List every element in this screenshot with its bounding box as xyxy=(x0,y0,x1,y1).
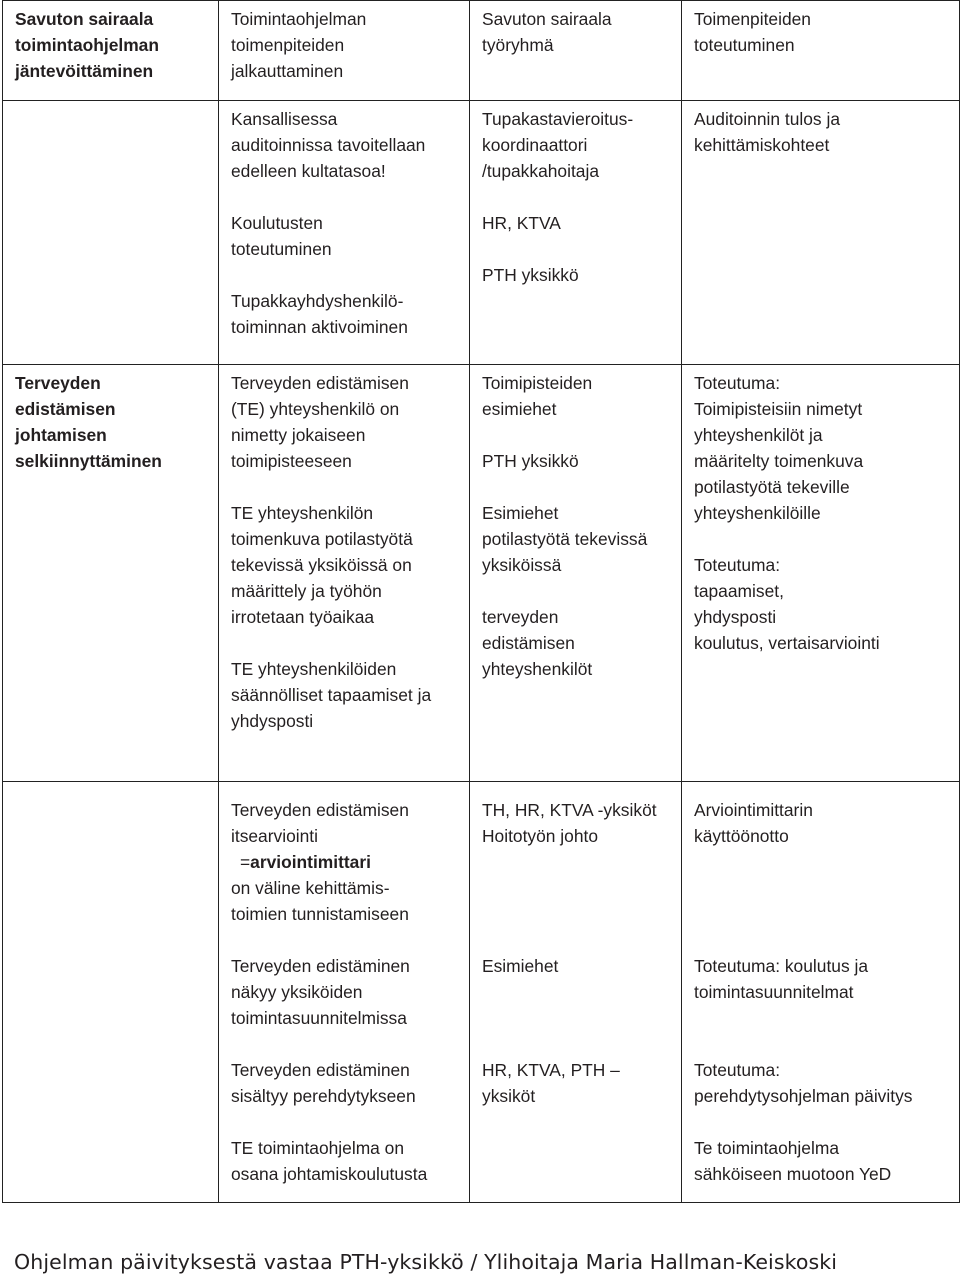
row3-cell-realization xyxy=(682,782,960,1203)
header-workgroup-text: Savuton sairaala työryhmä xyxy=(482,9,612,55)
cell-paragraph: HR, KTVA, PTH – yksiköt xyxy=(482,1060,620,1106)
cell-paragraph: Terveyden edistämisen (TE) yhteyshenkilö on nimetty jokaiseen toimipisteeseen xyxy=(231,373,409,471)
cell-paragraph: TE toimintaohjelma on osana johtamiskoulutusta xyxy=(231,1138,428,1184)
cell-paragraph: Auditoinnin tulos ja kehittämiskohteet xyxy=(694,109,840,155)
row2-cell-realization xyxy=(682,365,960,782)
header-realization-text: Toimenpiteiden toteutuminen xyxy=(694,9,811,55)
cell-paragraph: Esimiehet xyxy=(482,956,559,976)
cell-paragraph: Tupakkayhdyshenkilö- toiminnan aktivoiminen xyxy=(231,291,408,337)
cell-paragraph: TE yhteyshenkilöiden säännölliset tapaamiset ja yhdysposti xyxy=(231,659,432,731)
cell-paragraph: Toimipisteiden esimiehet xyxy=(482,373,593,419)
assessment-tool-term: arviointimittari xyxy=(250,852,371,872)
header-cell-realization xyxy=(682,1,960,101)
cell-paragraph: HR, KTVA xyxy=(482,213,561,233)
self-assessment-rest: on väline kehittämis- toimien tunnistamiseen xyxy=(231,878,409,924)
cell-paragraph: Kansallisessa auditoinnissa tavoitellaan edelleen kultatasoa! xyxy=(231,109,426,181)
cell-paragraph xyxy=(231,797,459,927)
header-cell-goal xyxy=(3,1,219,101)
cell-paragraph: Tupakastavieroitus- koordinaattori /tupakkahoitaja xyxy=(482,109,634,181)
cell-paragraph: TH, HR, KTVA -yksiköt Hoitotyön johto xyxy=(482,800,657,846)
cell-paragraph: Toteutuma: koulutus ja toimintasuunnitelmat xyxy=(694,956,869,1002)
table-row xyxy=(3,101,960,365)
header-goal-text: Savuton sairaala toimintaohjelman jäntevöittäminen xyxy=(15,9,159,81)
cell-paragraph: PTH yksikkö xyxy=(482,265,579,285)
cell-paragraph: Terveyden edistäminen näkyy yksiköiden toimintasuunnitelmissa xyxy=(231,956,410,1028)
table-row xyxy=(3,782,960,1203)
cell-paragraph: Toteutuma: Toimipisteisiin nimetyt yhteyshenkilöt ja määritelty toimenkuva potilastyötä tekeville yhteyshenkilöille xyxy=(694,373,864,523)
header-implementation-text: Toimintaohjelman toimenpiteiden jalkauttaminen xyxy=(231,9,367,81)
cell-paragraph: Toteutuma: tapaamiset, yhdysposti koulutus, vertaisarviointi xyxy=(694,555,880,653)
row2-cell-goal xyxy=(3,365,219,782)
cell-paragraph: terveyden edistämisen yhteyshenkilöt xyxy=(482,607,593,679)
row3-cell-implementation xyxy=(219,782,470,1203)
self-assessment-intro: Terveyden edistämisen itsearviointi xyxy=(231,800,409,846)
cell-paragraph: Koulutusten toteutuminen xyxy=(231,213,332,259)
cell-paragraph: Te toimintaohjelma sähköiseen muotoon YeD xyxy=(694,1138,892,1184)
row1-cell-implementation xyxy=(219,101,470,365)
cell-paragraph: Esimiehet potilastyötä tekevissä yksiköissä xyxy=(482,503,648,575)
row1-cell-workgroup xyxy=(470,101,682,365)
table-row xyxy=(3,365,960,782)
equals-sign: = xyxy=(240,852,251,872)
header-row xyxy=(3,1,960,101)
cell-paragraph: Arviointimittarin käyttöönotto xyxy=(694,800,813,846)
cell-paragraph: Toteutuma: perehdytysohjelman päivitys xyxy=(694,1060,913,1106)
cell-paragraph: TE yhteyshenkilön toimenkuva potilastyötä tekevissä yksiköissä on määrittely ja työhön irrotetaan työaikaa xyxy=(231,503,413,627)
goal-title: Terveyden edistämisen johtamisen selkiinnyttäminen xyxy=(15,373,162,471)
row1-cell-goal xyxy=(3,101,219,365)
row2-cell-implementation xyxy=(219,365,470,782)
footer-note: Ohjelman päivityksestä vastaa PTH-yksikkö / Ylihoitaja Maria Hallman-Keiskoski xyxy=(14,1250,838,1274)
row3-cell-goal xyxy=(3,782,219,1203)
row3-cell-workgroup xyxy=(470,782,682,1203)
header-cell-workgroup xyxy=(470,1,682,101)
row1-cell-realization xyxy=(682,101,960,365)
action-plan-table xyxy=(2,0,960,1203)
row2-cell-workgroup xyxy=(470,365,682,782)
cell-paragraph: Terveyden edistäminen sisältyy perehdytykseen xyxy=(231,1060,416,1106)
header-cell-implementation xyxy=(219,1,470,101)
cell-paragraph: PTH yksikkö xyxy=(482,451,579,471)
